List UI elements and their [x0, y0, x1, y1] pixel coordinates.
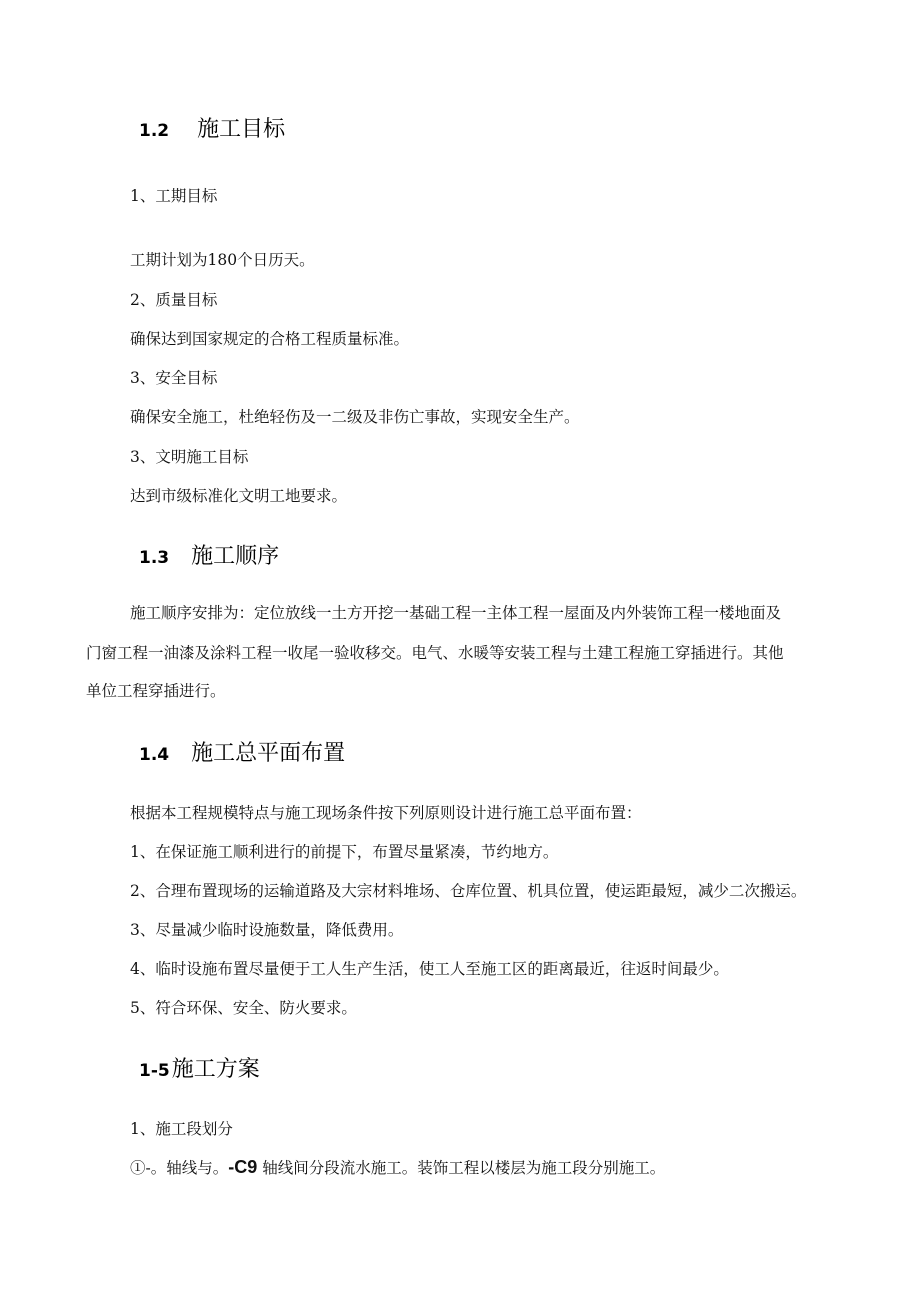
- section-heading-1-3: [139, 544, 279, 571]
- paragraph: 3、安全目标: [130, 369, 218, 387]
- section-number: 1.3: [139, 548, 170, 568]
- paragraph-line: 单位工程穿插进行。: [86, 682, 226, 700]
- section-title: 施工方案: [171, 1057, 260, 1082]
- paragraph: 3、文明施工目标: [130, 448, 249, 466]
- section-title: 施工总平面布置: [191, 741, 346, 766]
- paragraph-line: 门窗工程一油漆及涂料工程一收尾一验收移交。电气、水暖等安装工程与土建工程施工穿插进行。其他: [86, 644, 784, 662]
- section-number: 1-5: [139, 1061, 170, 1081]
- axis-label-bold: -C9: [228, 1157, 258, 1177]
- paragraph: 1、工期目标: [130, 187, 218, 205]
- section-heading-1-2: [139, 117, 285, 144]
- section-heading-1-4: [139, 741, 345, 768]
- paragraph: 1、施工段划分: [130, 1120, 233, 1138]
- paragraph: 确保安全施工，杜绝轻伤及一二级及非伤亡事故，实现安全生产。: [130, 408, 580, 426]
- section-title: 施工顺序: [191, 544, 280, 569]
- paragraph-line: 施工顺序安排为：定位放线一土方开挖一基础工程一主体工程一屋面及内外装饰工程一楼地面及: [130, 604, 782, 622]
- section-title: 施工目标: [197, 117, 286, 142]
- section-number: 1.2: [139, 121, 170, 141]
- section-number: 1.4: [139, 745, 170, 765]
- paragraph: 根据本工程规模特点与施工现场条件按下列原则设计进行施工总平面布置：: [130, 804, 642, 822]
- text-segment: ①-。轴线与。: [130, 1159, 229, 1177]
- text-segment: 轴线间分段流水施工。装饰工程以楼层为施工段分别施工。: [257, 1159, 666, 1177]
- paragraph: 5、符合环保、安全、防火要求。: [130, 999, 357, 1017]
- paragraph: 1、在保证施工顺利进行的前提下，布置尽量紧凑，节约地方。: [130, 843, 559, 861]
- paragraph: 工期计划为180个日历天。: [130, 251, 315, 269]
- paragraph: 达到市级标准化文明工地要求。: [130, 487, 348, 505]
- paragraph: 2、合理布置现场的运输道路及大宗材料堆场、仓库位置、机具位置，使运距最短，减少二次搬运。: [130, 882, 807, 900]
- section-heading-1-5: [139, 1057, 260, 1084]
- paragraph: 确保达到国家规定的合格工程质量标准。: [130, 330, 410, 348]
- paragraph: 4、临时设施布置尽量便于工人生产生活，使工人至施工区的距离最近，往返时间最少。: [130, 960, 729, 978]
- paragraph: 3、尽量减少临时设施数量，降低费用。: [130, 921, 404, 939]
- paragraph: 2、质量目标: [130, 291, 218, 309]
- paragraph-axis-division: [130, 1156, 665, 1179]
